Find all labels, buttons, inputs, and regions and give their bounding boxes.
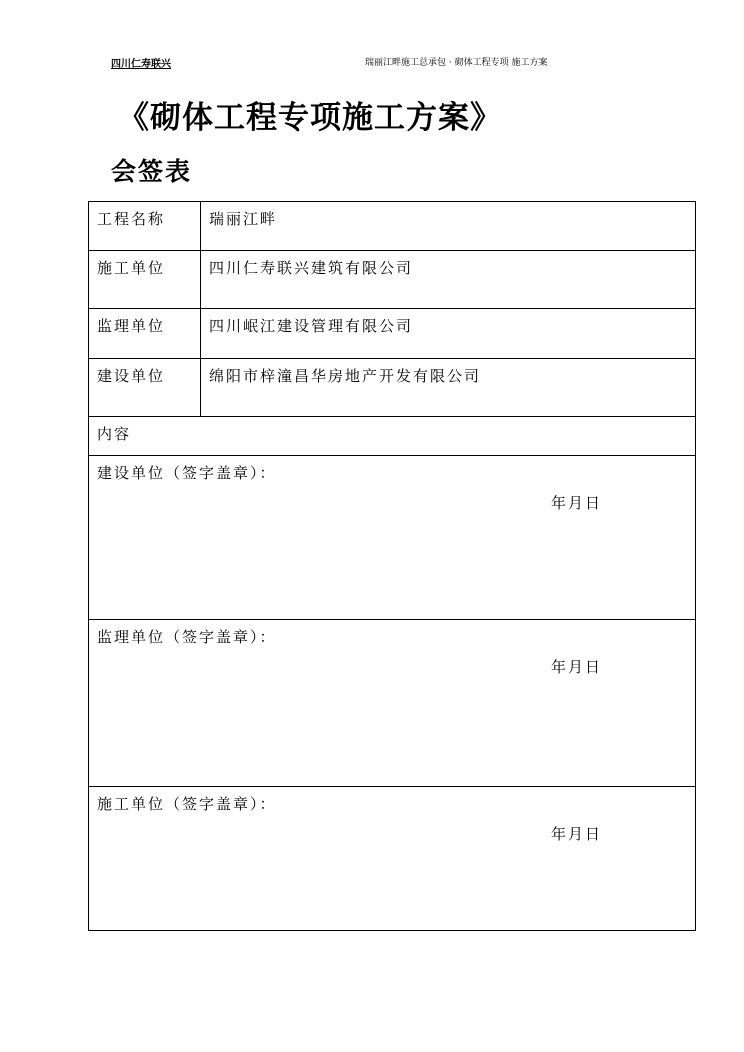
info-row-owner — [89, 359, 696, 417]
info-label: 建设单位 — [89, 359, 201, 417]
info-value: 瑞丽江畔 — [201, 202, 696, 251]
document-subtitle: 会签表 — [111, 157, 193, 186]
header-company: 四川仁寿联兴 — [111, 59, 171, 70]
info-value: 四川仁寿联兴建筑有限公司 — [201, 251, 696, 309]
signature-date: 年月日 — [551, 658, 603, 676]
info-row-project — [89, 202, 696, 251]
signature-row-owner — [89, 456, 696, 620]
signature-cell — [89, 787, 696, 931]
document-title: 《砌体工程专项施工方案》 — [118, 100, 502, 136]
signoff-table — [88, 201, 696, 931]
signature-cell — [89, 456, 696, 620]
signature-date: 年月日 — [551, 825, 603, 843]
info-row-contractor — [89, 251, 696, 309]
signature-date: 年月日 — [551, 494, 603, 512]
signature-label: 监理单位（签字盖章）： — [97, 628, 277, 646]
info-value: 绵阳市梓潼昌华房地产开发有限公司 — [201, 359, 696, 417]
signature-label: 施工单位（签字盖章）： — [97, 795, 277, 813]
info-label: 工程名称 — [89, 202, 201, 251]
content-row — [89, 417, 696, 456]
header-document-info: 瑞丽江畔施工总承包 · 砌体工程专项 施工方案 — [365, 58, 548, 68]
signature-row-contractor — [89, 787, 696, 931]
signature-cell — [89, 620, 696, 787]
info-label: 施工单位 — [89, 251, 201, 309]
signature-label: 建设单位（签字盖章）： — [97, 464, 277, 482]
content-label: 内容 — [89, 417, 696, 456]
info-label: 监理单位 — [89, 309, 201, 359]
info-value: 四川岷江建设管理有限公司 — [201, 309, 696, 359]
signature-row-supervisor — [89, 620, 696, 787]
info-row-supervisor — [89, 309, 696, 359]
